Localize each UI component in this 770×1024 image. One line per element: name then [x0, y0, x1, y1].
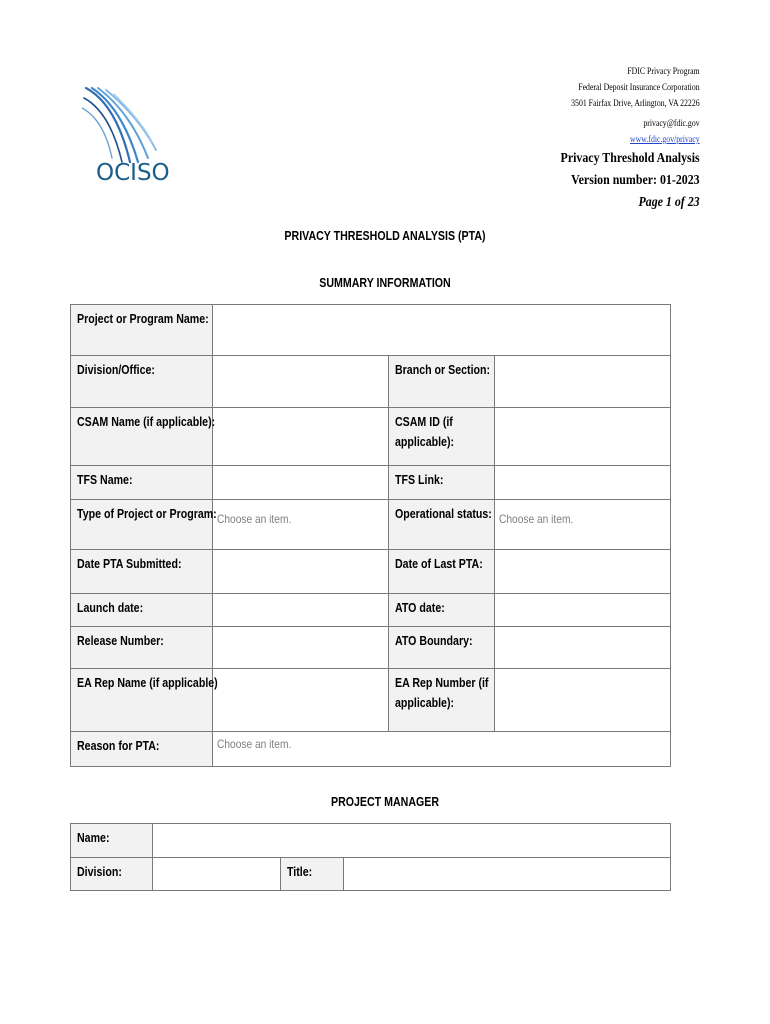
csam-id-label: CSAM ID (if applicable): — [389, 408, 495, 466]
ociso-logo — [82, 86, 170, 198]
date-submitted-input[interactable] — [213, 550, 389, 594]
branch-section-input[interactable] — [495, 356, 671, 408]
tfs-name-label: TFS Name: — [71, 466, 213, 500]
type-project-label: Type of Project or Program: — [71, 500, 213, 550]
type-project-select[interactable]: Choose an item. — [213, 500, 389, 550]
logo-swoosh-icon — [82, 86, 162, 166]
table-row — [71, 408, 671, 466]
table-row — [71, 824, 671, 858]
date-last-input[interactable] — [495, 550, 671, 594]
table-row — [71, 550, 671, 594]
table-row — [71, 500, 671, 550]
launch-date-input[interactable] — [213, 594, 389, 627]
table-row — [71, 305, 671, 356]
table-row — [71, 669, 671, 732]
pm-division-label: Division: — [71, 858, 153, 891]
logo-text: OCISO — [96, 160, 170, 186]
address: 3501 Fairfax Drive, Arlington, VA 22226 — [571, 99, 700, 109]
page-title: PRIVACY THRESHOLD ANALYSIS (PTA) — [284, 229, 486, 243]
ea-rep-name-input[interactable] — [213, 669, 389, 732]
program-name: FDIC Privacy Program — [627, 67, 700, 77]
ato-date-label: ATO date: — [389, 594, 495, 627]
summary-table — [70, 304, 671, 767]
pm-title-input[interactable] — [344, 858, 671, 891]
pm-name-input[interactable] — [153, 824, 671, 858]
csam-id-input[interactable] — [495, 408, 671, 466]
header-contact-block — [536, 64, 700, 214]
ato-boundary-input[interactable] — [495, 627, 671, 669]
reason-select[interactable]: Choose an item. — [213, 732, 671, 767]
operational-status-select[interactable]: Choose an item. — [495, 500, 671, 550]
summary-heading: SUMMARY INFORMATION — [319, 276, 451, 290]
document-title: Privacy Threshold Analysis — [560, 151, 700, 166]
operational-status-label: Operational status: — [389, 500, 495, 550]
table-row — [71, 627, 671, 669]
email: privacy@fdic.gov — [643, 119, 700, 129]
reason-label: Reason for PTA: — [71, 732, 213, 767]
table-row — [71, 594, 671, 627]
project-name-input[interactable] — [213, 305, 671, 356]
division-office-input[interactable] — [213, 356, 389, 408]
launch-date-label: Launch date: — [71, 594, 213, 627]
website-link[interactable]: www.fdic.gov/privacy — [630, 135, 700, 145]
project-manager-heading: PROJECT MANAGER — [330, 795, 440, 809]
table-row — [71, 356, 671, 408]
csam-name-label: CSAM Name (if applicable): — [71, 408, 213, 466]
table-row — [71, 466, 671, 500]
ato-boundary-label: ATO Boundary: — [389, 627, 495, 669]
page-number: Page 1 of 23 — [638, 195, 700, 210]
release-number-input[interactable] — [213, 627, 389, 669]
date-submitted-label: Date PTA Submitted: — [71, 550, 213, 594]
branch-section-label: Branch or Section: — [389, 356, 495, 408]
project-manager-table — [70, 823, 671, 891]
table-row — [71, 858, 671, 891]
tfs-name-input[interactable] — [213, 466, 389, 500]
ato-date-input[interactable] — [495, 594, 671, 627]
tfs-link-input[interactable] — [495, 466, 671, 500]
ea-rep-number-label: EA Rep Number (if applicable): — [389, 669, 495, 732]
corporation-name: Federal Deposit Insurance Corporation — [578, 83, 700, 93]
pm-name-label: Name: — [71, 824, 153, 858]
project-name-label: Project or Program Name: — [71, 305, 213, 356]
date-last-label: Date of Last PTA: — [389, 550, 495, 594]
table-row — [71, 732, 671, 767]
release-number-label: Release Number: — [71, 627, 213, 669]
pm-title-label: Title: — [281, 858, 344, 891]
csam-name-input[interactable] — [213, 408, 389, 466]
ea-rep-number-input[interactable] — [495, 669, 671, 732]
ea-rep-name-label: EA Rep Name (if applicable) — [71, 669, 213, 732]
pm-division-input[interactable] — [153, 858, 281, 891]
version-number: Version number: 01-2023 — [571, 173, 700, 188]
tfs-link-label: TFS Link: — [389, 466, 495, 500]
division-office-label: Division/Office: — [71, 356, 213, 408]
